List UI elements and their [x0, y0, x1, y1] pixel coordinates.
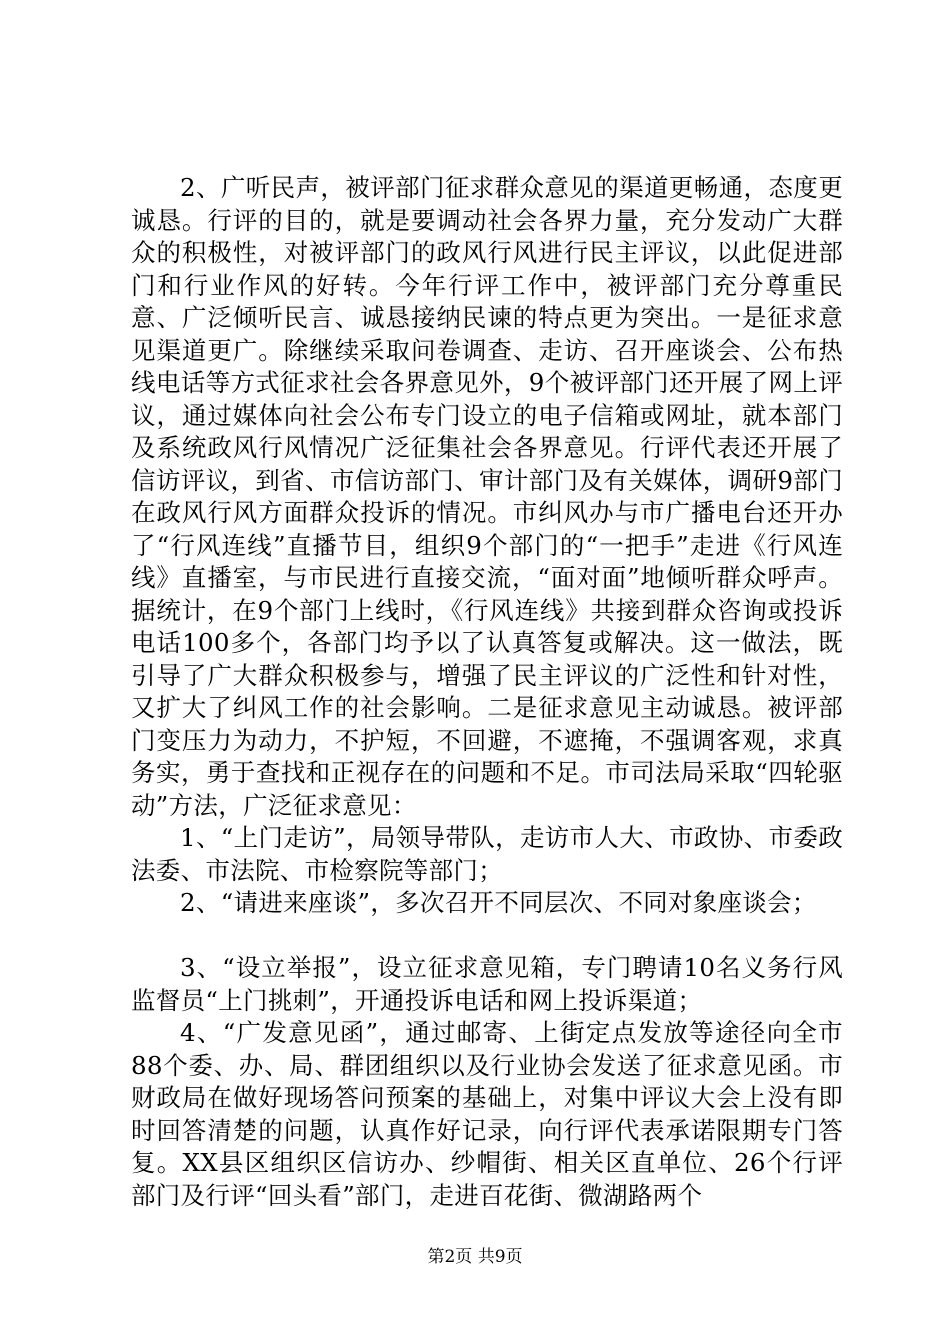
document-body [131, 172, 843, 1212]
list-item-report-box: 3、“设立举报”，设立征求意见箱，专门聘请10名义务行风监督员“上门挑刺”，开通投诉电话和网上投诉渠道； [131, 953, 843, 1015]
paragraph-public-opinion: 2、广听民声，被评部门征求群众意见的渠道更畅通，态度更诚恳。行评的目的，就是要调动社会各界力量，充分发动广大群众的积极性，对被评部门的政风行风进行民主评议，以此促进部门和行业作风的好转。今年行评工作中，被评部门充分尊重民意、广泛倾听民言、诚恳接纳民谏的特点更为突出。一是征求意见渠道更广。除继续采取问卷调查、走访、召开座谈会、公布热线电话等方式征求社会各界意见外，9个被评部门还开展了网上评议，通过媒体向社会公布专门设立的电子信箱或网址，就本部门及系统政风行风情况广泛征集社会各界意见。行评代表还开展了信访评议，到省、市信访部门、审计部门及有关媒体，调研9部门在政风行风方面群众投诉的情况。市纠风办与市广播电台还开办了“行风连线”直播节目，组织9个部门的“一把手”走进《行风连线》直播室，与市民进行直接交流，“面对面”地倾听群众呼声。据统计，在9个部门上线时，《行风连线》共接到群众咨询或投诉电话100多个，各部门均予以了认真答复或解决。这一做法，既引导了广大群众积极参与，增强了民主评议的广泛性和针对性，又扩大了纠风工作的社会影响。二是征求意见主动诚恳。被评部门变压力为动力，不护短，不回避，不遮掩，不强调客观，求真务实，勇于查找和正视存在的问题和不足。市司法局采取“四轮驱动”方法，广泛征求意见： [131, 173, 843, 820]
page-number-footer: 第2页 共9页 [427, 1247, 523, 1267]
list-item-invite-forum: 2、“请进来座谈”，多次召开不同层次、不同对象座谈会； [180, 888, 817, 917]
list-item-door-visit: 1、“上门走访”，局领导带队，走访市人大、市政协、市委政法委、市法院、市检察院等部门； [131, 823, 843, 885]
list-item-opinion-letters: 4、“广发意见函”，通过邮寄、上街定点发放等途径向全市88个委、办、局、群团组织以及行业协会发送了征求意见函。市财政局在做好现场答问预案的基础上，对集中评议大会上没有即时回答清楚的问题，认真作好记录，向行评代表承诺限期专门答复。XX县区组织区信访办、纱帽街、相关区直单位、26个行评部门及行评“回头看”部门，走进百花街、微湖路两个 [131, 1018, 843, 1210]
